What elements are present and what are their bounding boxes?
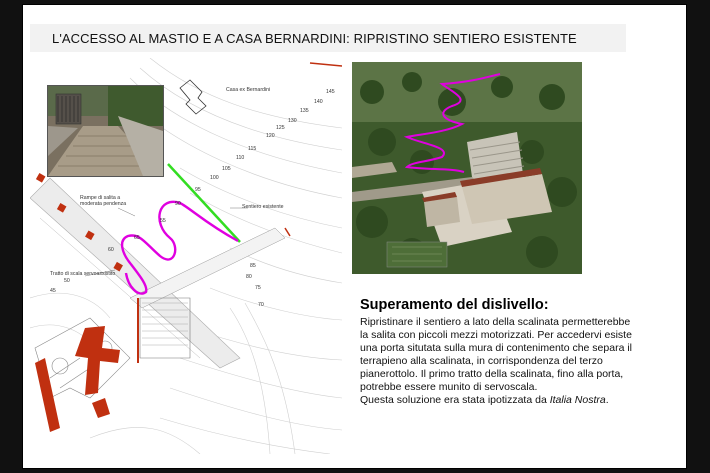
elevation-label: 145	[326, 89, 335, 95]
elevation-label: 125	[276, 125, 285, 131]
paragraph-last-line	[360, 394, 678, 407]
elevation-label: 90	[175, 201, 181, 207]
sentiero-label: Sentiero esistente	[242, 204, 284, 210]
elevation-label: 45	[50, 288, 56, 294]
section-heading: Superamento del dislivello:	[360, 297, 549, 313]
rampe-label-line1: Rampe di salita a	[80, 195, 121, 201]
elevation-label: 100	[210, 175, 219, 181]
italia-nostra: Italia Nostra	[549, 394, 606, 406]
elevation-label: 110	[236, 155, 245, 161]
section-paragraph	[360, 316, 678, 407]
stairway-photo	[47, 85, 164, 177]
elevation-label: 95	[195, 187, 201, 193]
elevation-label: 115	[248, 146, 257, 152]
description-section	[360, 297, 678, 407]
casa-outline	[180, 80, 206, 114]
elevation-label: 50	[64, 278, 70, 284]
elevation-label: 85	[250, 263, 256, 269]
casa-label: Casa ex Bernardini	[226, 87, 271, 93]
paragraph-line: pianerottolo. Il primo tratto della scalinata, fino alla porta,	[360, 368, 624, 380]
paragraph-line: una porta situtata sulla mura di contenimento che separa il	[360, 342, 632, 354]
elevation-label: 65	[134, 235, 140, 241]
tratto-label: Tratto di scala servoassistito	[50, 271, 116, 277]
elevation-label: 140	[314, 99, 323, 105]
last-line-suffix: .	[605, 394, 609, 406]
last-line-prefix: Questa soluzione era stata ipotizzata da	[360, 394, 550, 406]
elevation-label: 60	[108, 247, 114, 253]
elevation-label: 70	[258, 302, 264, 308]
elevation-label: 105	[222, 166, 231, 172]
page-title: L'ACCESSO AL MASTIO E A CASA BERNARDINI: RIPRISTINO SENTIERO ESISTENTE	[52, 31, 577, 46]
elevation-label: 75	[255, 285, 261, 291]
elevation-label: 130	[288, 118, 297, 124]
aerial-photo	[352, 62, 582, 274]
elevation-label: 80	[246, 274, 252, 280]
paragraph-line: terrapieno alla scalinata, in corrispondenza del terzo	[360, 355, 603, 367]
elevation-label: 120	[266, 133, 275, 139]
elevation-label: 55	[160, 218, 166, 224]
rampe-label-line2: moderata pendenza	[80, 201, 127, 207]
paragraph-line: potrebbe essere munito di servoscala.	[360, 381, 538, 393]
red-building	[75, 326, 120, 395]
paragraph-line: Ripristinare il sentiero a lato della scalinata permetterebbe	[360, 316, 631, 328]
elevation-label: 135	[300, 108, 309, 114]
paragraph-line: la salita con piccoli mezzi motorizzati. Per accedervi esiste	[360, 329, 632, 341]
